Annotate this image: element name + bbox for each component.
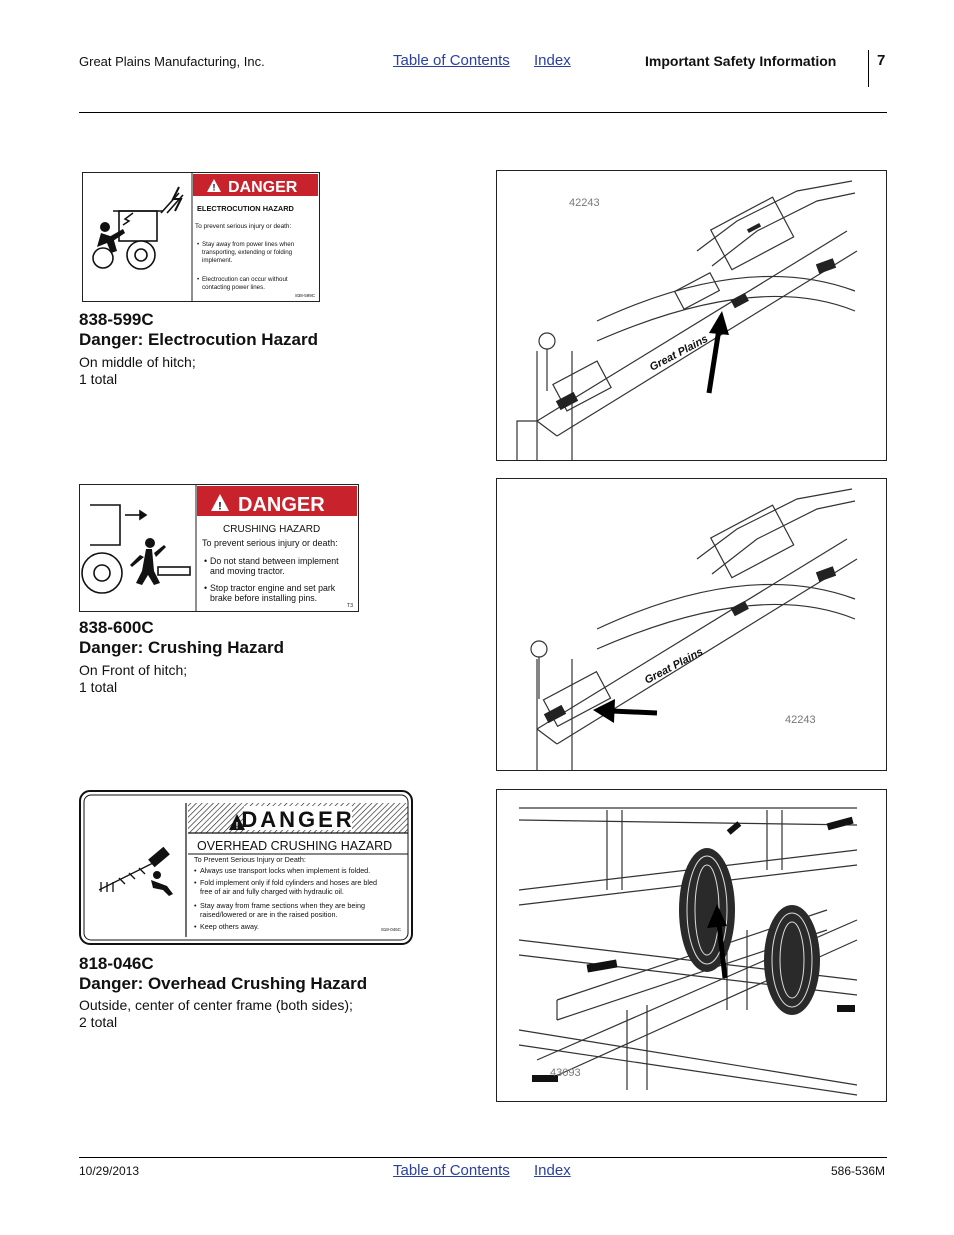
decal2-bullet1b: and moving tractor. (210, 566, 285, 576)
svg-text:•: • (197, 276, 200, 283)
electrocution-pictogram-icon (83, 173, 319, 301)
photo3-id: 43093 (550, 1067, 581, 1079)
svg-text:•: • (204, 583, 208, 593)
photo1-id: 42243 (569, 197, 600, 209)
decal1-bullet2b: contacting power lines. (202, 284, 265, 291)
decal3-bullet4: Keep others away. (200, 922, 259, 931)
decal3-signal-word: DANGER (241, 807, 355, 832)
section-title: Important Safety Information (645, 53, 837, 69)
svg-text:!: ! (212, 182, 216, 193)
decal1-code: 838-599C (295, 293, 315, 298)
item3-title: Danger: Overhead Crushing Hazard (79, 974, 368, 993)
decal2-signal-word: DANGER (238, 494, 325, 516)
photo-hitch-1 (496, 170, 887, 461)
item1-count: 1 total (79, 371, 118, 387)
decal3-bullet2a: Fold implement only if fold cylinders and hoses are bled (200, 878, 377, 887)
footer-date: 10/29/2013 (79, 1164, 140, 1178)
item2-location: On Front of hitch; (79, 662, 188, 678)
decal1-signal-word: DANGER (228, 179, 298, 196)
header-divider (868, 50, 869, 87)
decal2-hazard: CRUSHING HAZARD (223, 524, 321, 535)
svg-text:!: ! (218, 500, 222, 513)
svg-text:•: • (204, 556, 208, 566)
decal1-bullet1c: implement. (202, 257, 233, 264)
decal2-bullet2b: brake before installing pins. (210, 593, 318, 603)
decal1-bullet2a: Electrocution can occur without (202, 276, 288, 283)
decal2-code: T3 (347, 603, 353, 609)
header-toc-link[interactable]: Table of Contents (393, 52, 510, 69)
svg-text:•: • (194, 866, 197, 875)
item2-title: Danger: Crushing Hazard (79, 638, 284, 657)
item3-count: 2 total (79, 1014, 118, 1030)
photo1-brand: Great Plains (647, 332, 711, 374)
footer-doc-number: 586-536M (831, 1164, 886, 1178)
svg-text:!: ! (235, 820, 239, 831)
decal3-bullet3b: raised/lowered or are in the raised position. (200, 910, 338, 919)
svg-text:•: • (194, 901, 197, 910)
decal1-hazard: ELECTROCUTION HAZARD (197, 204, 294, 213)
header-index-link[interactable]: Index (534, 52, 571, 69)
item1-title: Danger: Electrocution Hazard (79, 330, 318, 349)
decal2-bullet2a: Stop tractor engine and set park (210, 583, 336, 593)
decal3-code: 818-046C (381, 927, 401, 932)
svg-text:•: • (194, 922, 197, 931)
svg-text:•: • (194, 878, 197, 887)
header-rule (79, 112, 887, 113)
decal-overhead-crushing (79, 790, 413, 945)
photo-hitch-2 (496, 478, 887, 771)
center-frame-illustration-icon (497, 790, 886, 1101)
decal2-bullet1a: Do not stand between implement (210, 556, 339, 566)
decal1-bullet1b: transporting, extending or folding (202, 249, 293, 256)
company-name: Great Plains Manufacturing, Inc. (79, 54, 265, 69)
hitch-illustration-icon (497, 171, 886, 460)
svg-text:•: • (197, 241, 200, 248)
decal1-bullet1a: Stay away from power lines when (202, 241, 295, 248)
photo2-brand: Great Plains (642, 645, 706, 687)
decal3-bullet2b: free of air and fully charged with hydraulic oil. (200, 887, 344, 896)
footer-index-link[interactable]: Index (534, 1162, 571, 1179)
decal3-bullet3a: Stay away from frame sections when they are being (200, 901, 365, 910)
decal3-bullet1: Always use transport locks when implement is folded. (200, 866, 371, 875)
page-number: 7 (877, 52, 886, 69)
item3-location: Outside, center of center frame (both sides); (79, 997, 353, 1013)
item2-count: 1 total (79, 679, 118, 695)
decal3-prevent: To Prevent Serious Injury or Death: (194, 855, 306, 864)
item1-part-number: 838-599C (79, 310, 154, 329)
decal-crushing (79, 484, 359, 612)
decal2-prevent: To prevent serious injury or death: (202, 538, 338, 548)
footer-rule (79, 1157, 887, 1158)
footer-toc-link[interactable]: Table of Contents (393, 1162, 510, 1179)
item3-part-number: 818-046C (79, 954, 154, 973)
item2-part-number: 838-600C (79, 618, 154, 637)
overhead-crushing-pictogram-icon (79, 790, 413, 945)
photo-center-frame (496, 789, 887, 1102)
crushing-pictogram-icon (80, 485, 358, 611)
decal1-prevent: To prevent serious injury or death: (195, 223, 292, 230)
photo2-id: 42243 (785, 714, 816, 726)
item1-location: On middle of hitch; (79, 354, 196, 370)
hitch-front-illustration-icon (497, 479, 886, 770)
decal-electrocution (82, 172, 320, 302)
decal3-hazard: OVERHEAD CRUSHING HAZARD (197, 839, 393, 853)
